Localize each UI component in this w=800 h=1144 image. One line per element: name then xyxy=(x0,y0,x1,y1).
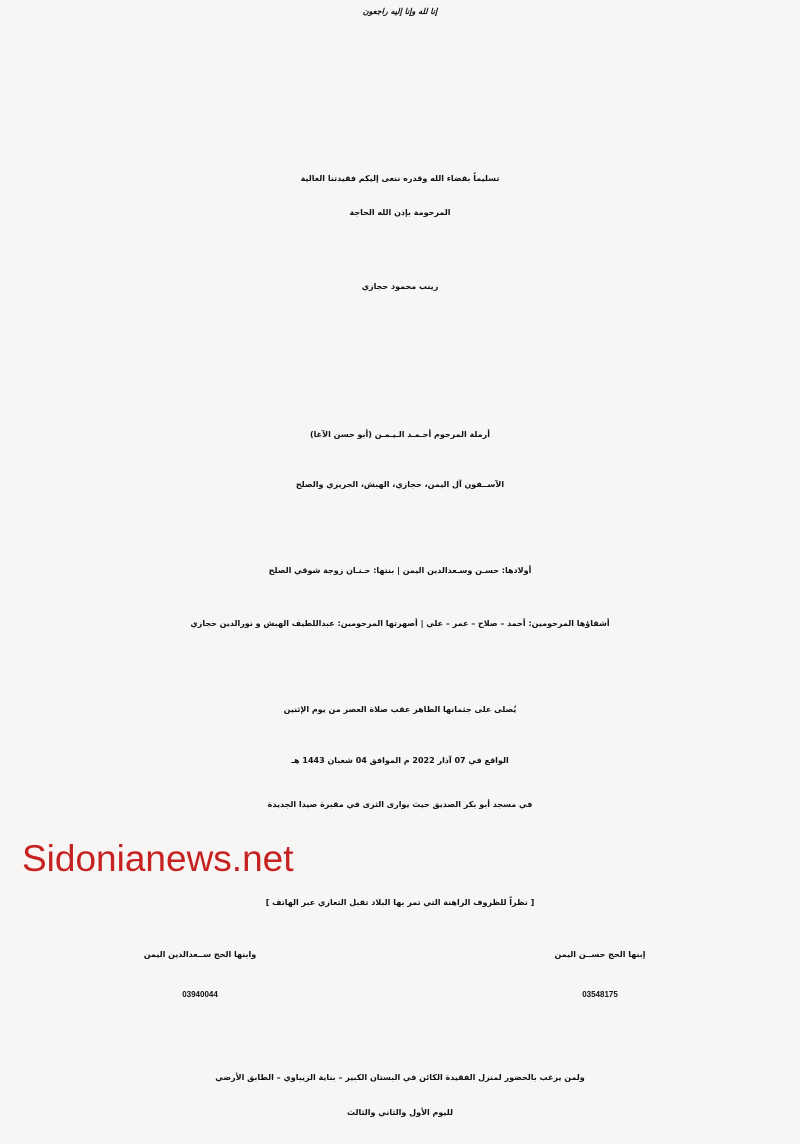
contact-phone-1[interactable]: 03548175 xyxy=(582,990,618,999)
prayer-line-1: يُصلى على جثمانها الطاهر عقب صلاة العصر من يوم الإثنين xyxy=(283,705,517,714)
contact-name-1: إبنها الحج حســن اليمن xyxy=(554,950,646,959)
visitation-line-2: لليوم الأول والثاني والثالث xyxy=(347,1108,453,1117)
site-watermark: Sidonianews.net xyxy=(22,838,294,879)
contact-phone-2[interactable]: 03940044 xyxy=(182,990,218,999)
children-line: أولادها: حسـن وسـعدالدين اليمن | بنتها: حـنـان زوجة شوقي الصلح xyxy=(268,566,532,575)
intro-line-1: تسليماً بقضاء الله وقدره ننعى إليكم فقيدتنا الغالية xyxy=(300,174,500,183)
visitation-line-1: ولمن يرغب بالحضور لمنزل الفقيدة الكائن في البستان الكبير – بناية الزيباوي – الطابق الأرضي xyxy=(215,1073,585,1082)
siblings-line: أشقاؤها المرحومين: أحمد – صلاح – عمر – علي | أصهرتها المرحومين: عبداللطيف الهبش و نورالدين حجازي xyxy=(190,619,610,628)
header-verse: إنا لله وإنا إليه راجعون xyxy=(362,6,438,16)
bereaved-families: الآســفون آل اليمن، حجازي، الهبش، الحريري والصلح xyxy=(295,480,505,489)
intro-line-2: المرحومة بإذن الله الحاجة xyxy=(349,208,451,217)
prayer-line-2: الواقع في 07 آذار 2022 م الموافق 04 شعبان 1443 هـ xyxy=(291,756,509,765)
condolence-note: [ نظراً للظروف الراهنة التي تمر بها البلاد تقبل التعازي عبر الهاتف ] xyxy=(265,898,535,907)
contact-name-2: وابنها الحج ســعدالدين اليمن xyxy=(143,950,257,959)
widow-line: أرملة المرحوم أحـمـد الـيـمـن (أبو حسن الآغا) xyxy=(310,430,490,439)
prayer-line-3: في مسجد أبو بكر الصديق حيث يوارى الثرى في مقبرة صيدا الجديدة xyxy=(267,800,533,809)
deceased-name: زينب محمود حجازي xyxy=(361,282,439,291)
